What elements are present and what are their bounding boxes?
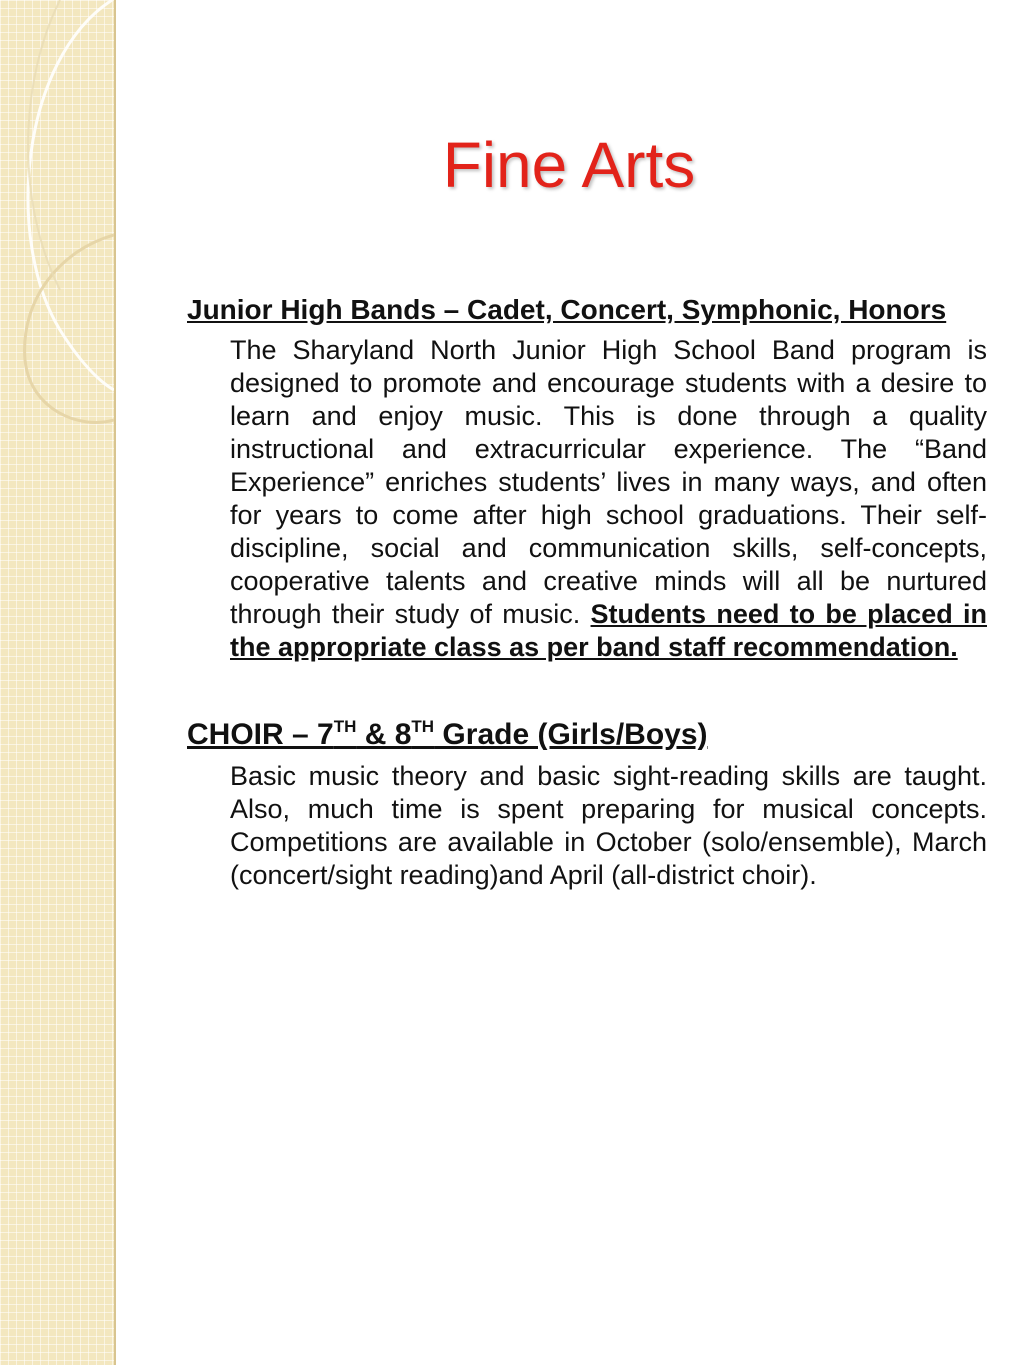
page-title: Fine Arts xyxy=(442,129,696,201)
decorative-side-band xyxy=(0,0,116,1365)
choir-heading-part2: & 8 xyxy=(356,718,412,751)
bands-emphasis: Students need to be placed in the appropriate class as per band staff recommendation. xyxy=(230,599,987,662)
choir-heading-sup2: TH xyxy=(411,717,435,736)
content-area xyxy=(187,292,987,892)
section-body-choir: Basic music theory and basic sight-reading skills are taught. Also, much time is spent preparing for musical concepts. Competitions are available in October (solo/ensemble), March (concert/sight reading)and April (all-district choir). xyxy=(230,761,987,890)
section-heading-bands: Junior High Bands – Cadet, Concert, Symphonic, Honors xyxy=(187,294,947,325)
bands-description: The Sharyland North Junior High School Band program is designed to promote and encourage students with a desire to learn and enjoy music. This is done through a quality instructional and extracurricular experience. The “Band Experience” enriches students’ lives in many ways, and often for years to come after high school graduations. Their self-discipline, social and communication skills, self-concepts, cooperative talents and creative minds will all be nurtured through their study of music. xyxy=(230,335,987,629)
choir-heading-part1: CHOIR – 7 xyxy=(187,718,334,751)
choir-heading-sup1: TH xyxy=(333,717,357,736)
choir-heading-part3: Grade (Girls/Boys) xyxy=(434,718,708,751)
section-heading-choir xyxy=(187,716,987,754)
section-body-bands xyxy=(230,334,987,664)
decorative-swirl xyxy=(0,0,114,1365)
